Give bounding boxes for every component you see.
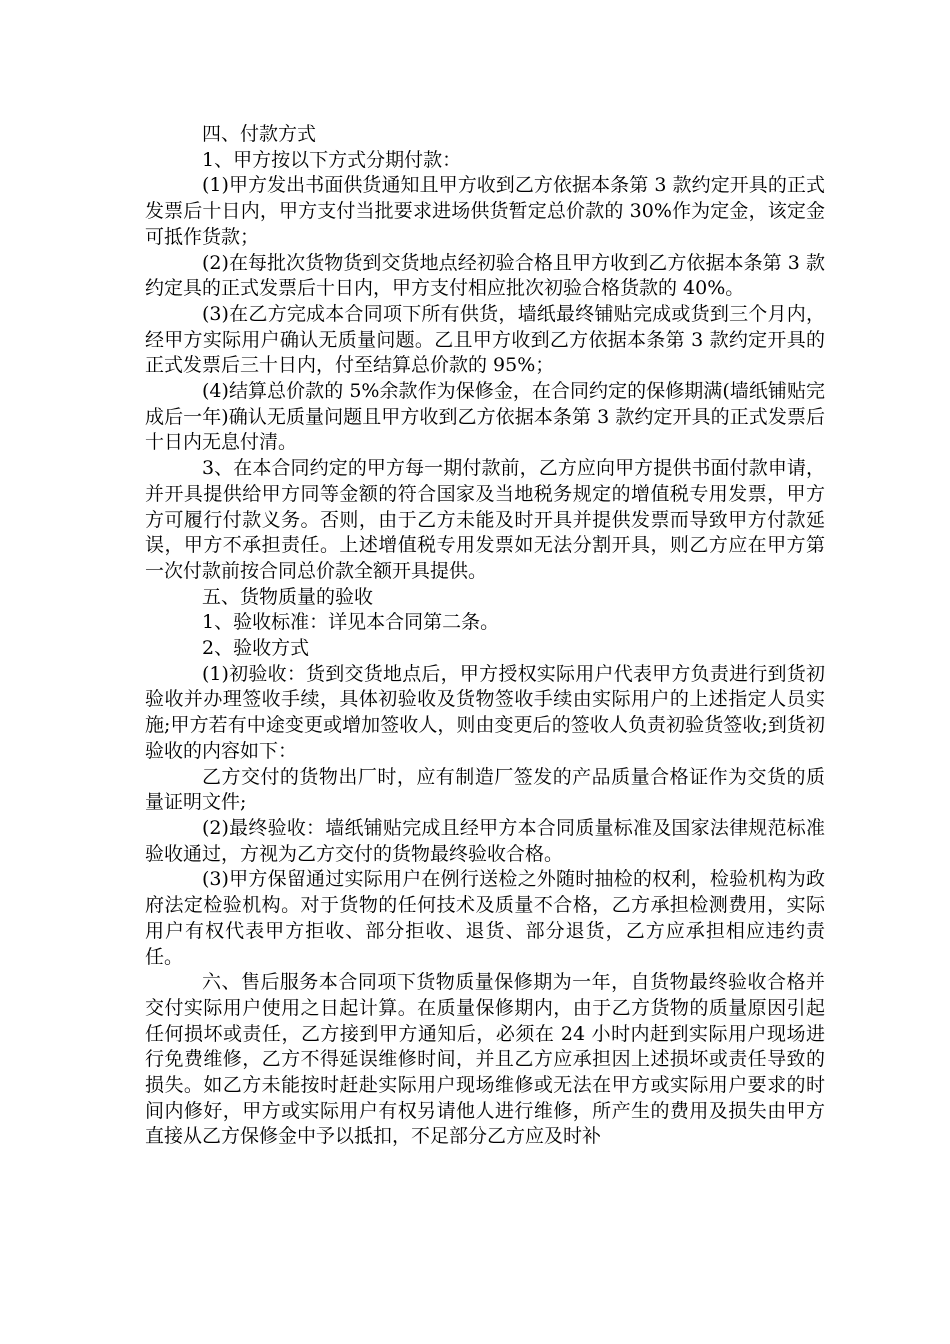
section-heading-payment: 四、付款方式 [202, 123, 317, 145]
initial-acceptance: (1)初验收：货到交货地点后，甲方授权实际用户代表甲方负责进行到货初验收并办理签收手续，具体初验收及货物签收手续由实际用户的上述指定人员实施;甲方若有中途变更或增加签收人，则由变更后的签收人负责初验货签收;到货初验收的内容如下： [145, 662, 825, 762]
after-sales-service: 六、售后服务本合同项下货物质量保修期为一年，自货物最终验收合格并交付实际用户使用之日起计算。在质量保修期内，由于乙方货物的质量原因引起任何损坏或责任，乙方接到甲方通知后，必须在 24 小时内赶到实际用户现场进行免费维修，乙方不得延误维修时间，并且乙方应承担因上述损坏或责任导致的损失。如乙方未能按时赶赴实际用户现场维修或无法在甲方或实际用户要求的时间内修好，甲方或实际用户有权另请他人进行维修，所产生的费用及损失由甲方直接从乙方保修金中予以抵扣，不足部分乙方应及时补 [145, 971, 825, 1148]
quality-certificate: 乙方交付的货物出厂时，应有制造厂签发的产品质量合格证作为交货的质量证明文件; [145, 765, 825, 814]
clause-3: 3、在本合同约定的甲方每一期付款前，乙方应向甲方提供书面付款申请，并开具提供给甲方同等金额的符合国家及当地税务规定的增值税专用发票，甲方方可履行付款义务。否则，由于乙方未能及时开具并提供发票而导致甲方付款延误，甲方不承担责任。上述增值税专用发票如无法分割开具，则乙方应在甲方第一次付款前按合同总价款全额开具提供。 [145, 457, 825, 582]
acceptance-standard: 1、验收标准：详见本合同第二条。 [202, 611, 500, 634]
acceptance-method: 2、验收方式 [202, 637, 310, 660]
clause-1: 1、甲方按以下方式分期付款： [202, 148, 462, 171]
spot-check: (3)甲方保留通过实际用户在例行送检之外随时抽检的权利，检验机构为政府法定检验机构。对于货物的任何技术及质量不合格，乙方承担检测费用，实际用户有权代表甲方拒收、部分拒收、退货、部分退货，乙方应承担相应违约责任。 [145, 868, 825, 968]
subclause-1: (1)甲方发出书面供货通知且甲方收到乙方依据本条第 3 款约定开具的正式发票后十日内，甲方支付当批要求进场供货暂定总价款的 30%作为定金，该定金可抵作货款； [145, 174, 825, 248]
final-acceptance: (2)最终验收：墙纸铺贴完成且经甲方本合同质量标准及国家法律规范标准验收通过，方视为乙方交付的货物最终验收合格。 [145, 816, 825, 865]
subclause-4: (4)结算总价款的 5%余款作为保修金，在合同约定的保修期满(墙纸铺贴完成后一年)确认无质量问题且甲方收到乙方依据本条第 3 款约定开具的正式发票后十日内无息付清。 [145, 380, 825, 454]
subclause-3: (3)在乙方完成本合同项下所有供货，墙纸最终铺贴完成或货到三个月内，经甲方实际用户确认无质量问题。乙且甲方收到乙方依据本条第 3 款约定开具的正式发票后三十日内，付至结算总价款的 95%； [145, 302, 825, 377]
subclause-2: (2)在每批次货物货到交货地点经初验合格且甲方收到乙方依据本条第 3 款约定具的正式发票后十日内，甲方支付相应批次初验合格货款的 40%。 [145, 251, 825, 300]
section-heading-acceptance: 五、货物质量的验收 [202, 585, 374, 608]
document-body [145, 122, 825, 1150]
